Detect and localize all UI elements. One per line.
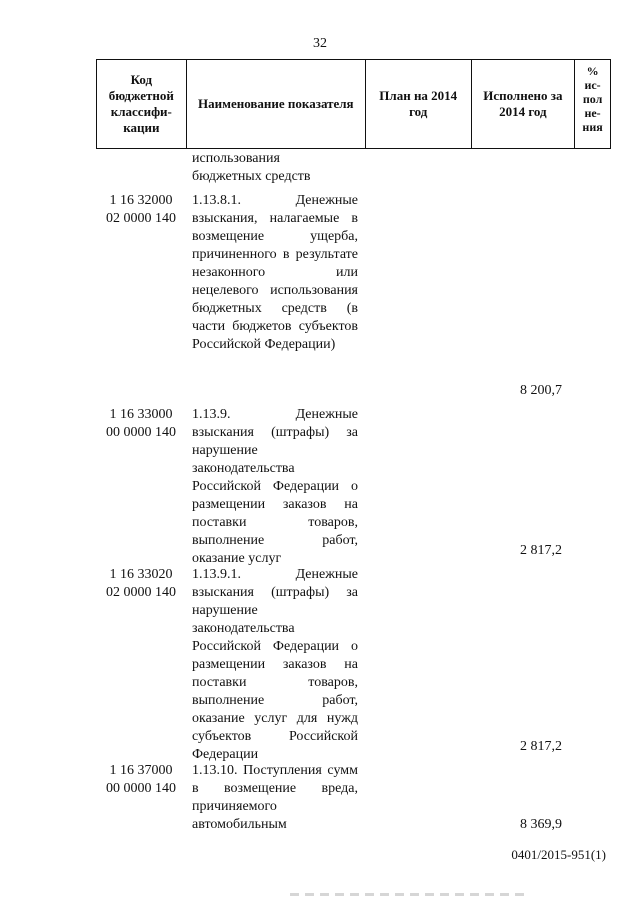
header-percent: % ис- пол не- ния — [582, 64, 603, 134]
row-code: 1 16 33000 00 0000 140 — [106, 407, 176, 440]
header-executed: Исполнено за 2014 год — [472, 60, 576, 148]
row-plan — [358, 150, 444, 186]
row-name: 1.13.10. Поступления сумм в возмещение вреда, причиняемого автомобильным — [192, 763, 358, 832]
table-row — [96, 406, 611, 566]
row-percent — [564, 762, 599, 834]
scan-artifact — [290, 893, 530, 896]
table-row — [96, 150, 611, 186]
row-plan — [358, 762, 444, 834]
row-executed: 8 200,7 — [520, 383, 562, 398]
row-code — [96, 150, 186, 186]
row-code: 1 16 33020 02 0000 140 — [106, 567, 176, 600]
row-executed: 8 369,9 — [520, 817, 562, 832]
row-percent — [564, 406, 599, 560]
header-code: Код бюджетной классифи- кации — [97, 60, 187, 148]
table-header — [96, 59, 611, 149]
row-code: 1 16 32000 02 0000 140 — [106, 193, 176, 226]
row-plan — [358, 566, 444, 756]
row-executed — [444, 150, 564, 186]
page-number: 32 — [313, 36, 327, 51]
document-code: 0401/2015-951(1) — [511, 847, 606, 862]
row-name: 1.13.9. Денежные взыскания (штрафы) за нарушение законодательства Российской Федерации о размещении заказов на поставки товаров, выполнение работ, оказание услуг — [192, 407, 358, 566]
row-plan — [358, 406, 444, 560]
row-percent — [564, 192, 599, 400]
header-plan: План на 2014 год — [366, 60, 472, 148]
row-name: 1.13.8.1. Денежные взыскания, налагаемые в возмещение ущерба, причиненного в результате незаконного или нецелевого использования бюджетных средств (в части бюджетов субъектов Российской Федерации) — [192, 193, 358, 352]
row-name: использования бюджетных средств — [192, 151, 311, 184]
row-executed: 2 817,2 — [520, 739, 562, 754]
table-row — [96, 192, 611, 400]
row-name: 1.13.9.1. Денежные взыскания (штрафы) за нарушение законодательства Российской Федерации о размещении заказов на поставки товаров, выполнение работ, оказание услуг для нужд субъектов Российской Федерации — [192, 567, 358, 762]
row-percent — [564, 150, 599, 186]
row-executed: 2 817,2 — [520, 543, 562, 558]
table-row — [96, 566, 611, 762]
row-percent — [564, 566, 599, 756]
header-name: Наименование показателя — [187, 60, 366, 148]
table-body — [96, 150, 611, 834]
row-code: 1 16 37000 00 0000 140 — [106, 763, 176, 796]
row-plan — [358, 192, 444, 400]
table-row — [96, 762, 611, 834]
